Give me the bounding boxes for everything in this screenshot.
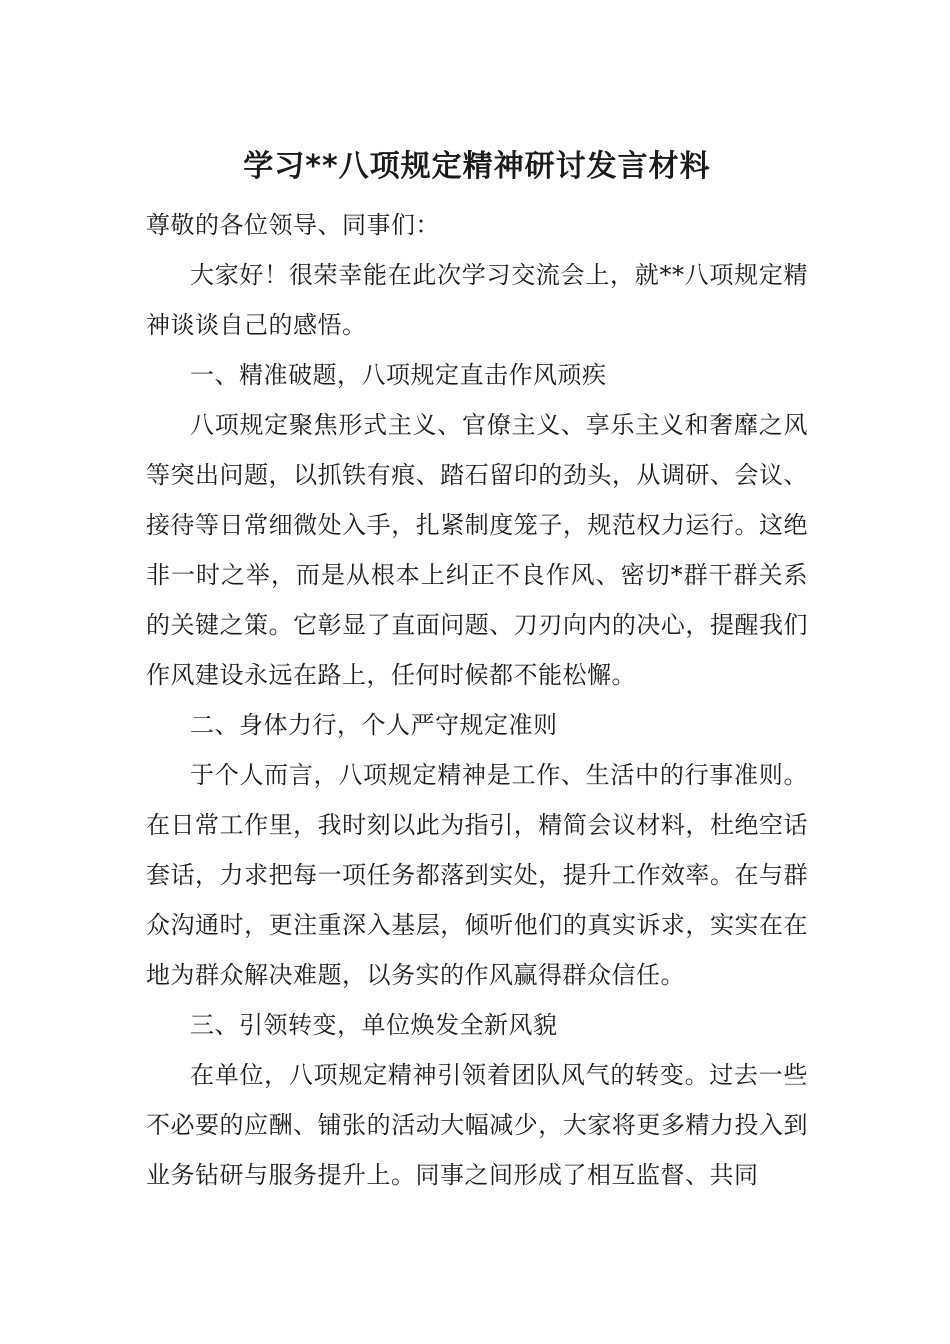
paragraph-section-1: 八项规定聚焦形式主义、官僚主义、享乐主义和奢靡之风等突出问题，以抓铁有痕、踏石留印的劲头，从调研、会议、接待等日常细微处入手，扎紧制度笼子，规范权力运行。这绝非一时之举，而是从根本上纠正不良作风、密切*群干群关系的关键之策。它彰显了直面问题、刀刃向内的决心，提醒我们作风建设永远在路上，任何时候都不能松懈。 [146, 411, 808, 689]
paragraph-greeting: 大家好！很荣幸能在此次学习交流会上，就**八项规定精神谈谈自己的感悟。 [146, 261, 808, 339]
paragraph-section-2: 于个人而言，八项规定精神是工作、生活中的行事准则。在日常工作里，我时刻以此为指引，精简会议材料，杜绝空话套话，力求把每一项任务都落到实处，提升工作效率。在与群众沟通时，更注重深入基层，倾听他们的真实诉求，实实在在地为群众解决难题，以务实的作风赢得群众信任。 [146, 761, 808, 989]
paragraph-section-3: 在单位，八项规定精神引领着团队风气的转变。过去一些不必要的应酬、铺张的活动大幅减少，大家将更多精力投入到业务钻研与服务提升上。同事之间形成了相互监督、共同 [146, 1061, 808, 1189]
section-heading-3: 三、引领转变，单位焕发全新风貌 [190, 1011, 558, 1039]
section-heading-1: 一、精准破题，八项规定直击作风顽疾 [190, 361, 607, 389]
document-title: 学习**八项规定精神研讨发言材料 [243, 149, 711, 184]
section-heading-2: 二、身体力行，个人严守规定准则 [190, 711, 558, 739]
document-page [146, 140, 808, 1200]
salutation: 尊敬的各位领导、同事们： [146, 211, 440, 239]
